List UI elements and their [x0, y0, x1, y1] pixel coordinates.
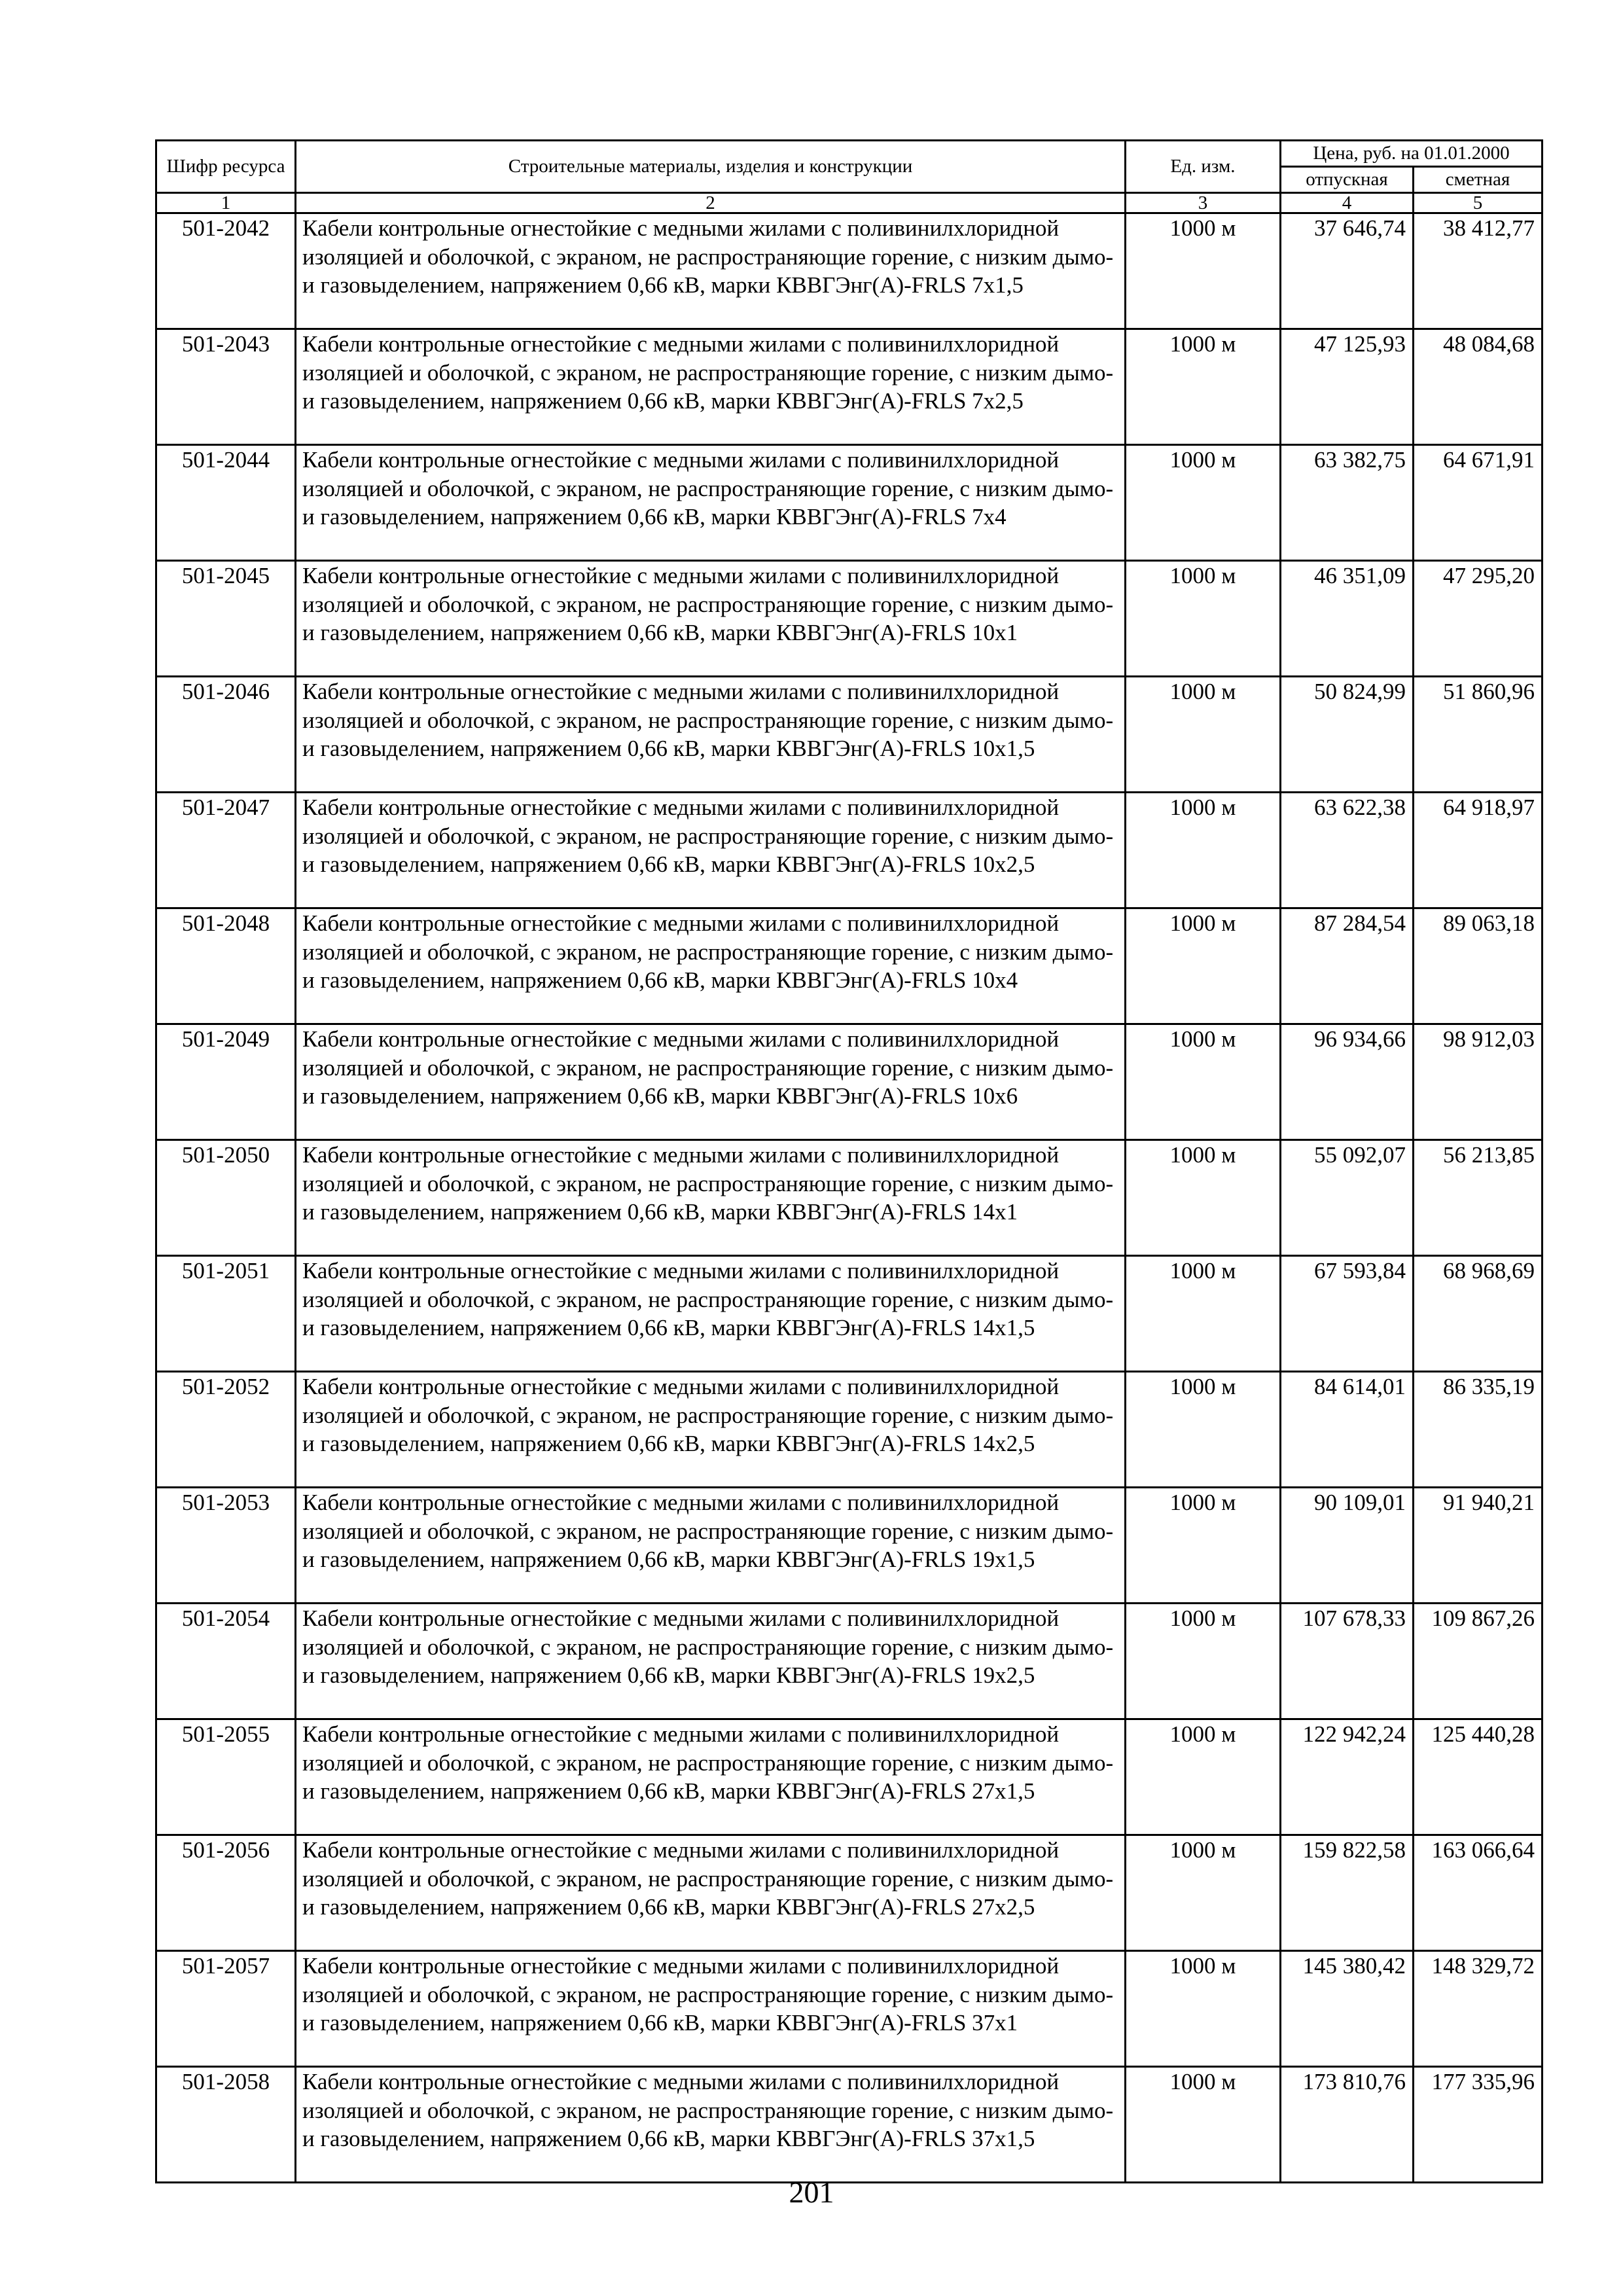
material-name-cell: Кабели контрольные огнестойкие с медными жилами с поливинилхлоридной изоляцией и оболочкой, с экраном, не распространяющие горение, с низким дымо- и газовыделением, напряжением 0,66 кВ, марки КВВГЭнг(А)-FRLS 7х2,5	[296, 329, 1126, 445]
release-price-cell: 55 092,07	[1281, 1140, 1414, 1256]
unit-cell: 1000 м	[1126, 793, 1281, 908]
material-name-cell: Кабели контрольные огнестойкие с медными жилами с поливинилхлоридной изоляцией и оболочкой, с экраном, не распространяющие горение, с низким дымо- и газовыделением, напряжением 0,66 кВ, марки КВВГЭнг(А)-FRLS 19х1,5	[296, 1488, 1126, 1604]
material-name-cell: Кабели контрольные огнестойкие с медными жилами с поливинилхлоридной изоляцией и оболочкой, с экраном, не распространяющие горение, с низким дымо- и газовыделением, напряжением 0,66 кВ, марки КВВГЭнг(А)-FRLS 14х1,5	[296, 1256, 1126, 1372]
material-name-cell: Кабели контрольные огнестойкие с медными жилами с поливинилхлоридной изоляцией и оболочкой, с экраном, не распространяющие горение, с низким дымо- и газовыделением, напряжением 0,66 кВ, марки КВВГЭнг(А)-FRLS 7х1,5	[296, 213, 1126, 329]
unit-cell: 1000 м	[1126, 1719, 1281, 1835]
material-name-cell: Кабели контрольные огнестойкие с медными жилами с поливинилхлоридной изоляцией и оболочкой, с экраном, не распространяющие горение, с низким дымо- и газовыделением, напряжением 0,66 кВ, марки КВВГЭнг(А)-FRLS 19х2,5	[296, 1604, 1126, 1719]
resource-code-cell: 501-2056	[156, 1835, 296, 1951]
unit-cell: 1000 м	[1126, 1835, 1281, 1951]
release-price-cell: 63 622,38	[1281, 793, 1414, 908]
table-row	[156, 329, 1543, 445]
unit-cell: 1000 м	[1126, 561, 1281, 677]
unit-cell: 1000 м	[1126, 2067, 1281, 2183]
table-row	[156, 1024, 1543, 1140]
estimate-price-cell: 148 329,72	[1414, 1951, 1543, 2067]
release-price-cell: 96 934,66	[1281, 1024, 1414, 1140]
table-row	[156, 1835, 1543, 1951]
resource-code-cell: 501-2050	[156, 1140, 296, 1256]
column-number: 4	[1281, 193, 1414, 213]
resource-code-cell: 501-2046	[156, 677, 296, 793]
material-name-cell: Кабели контрольные огнестойкие с медными жилами с поливинилхлоридной изоляцией и оболочкой, с экраном, не распространяющие горение, с низким дымо- и газовыделением, напряжением 0,66 кВ, марки КВВГЭнг(А)-FRLS 37х1,5	[296, 2067, 1126, 2183]
column-number: 1	[156, 193, 296, 213]
unit-cell: 1000 м	[1126, 1024, 1281, 1140]
release-price-cell: 50 824,99	[1281, 677, 1414, 793]
resource-code-cell: 501-2052	[156, 1372, 296, 1488]
estimate-price-cell: 98 912,03	[1414, 1024, 1543, 1140]
estimate-price-cell: 89 063,18	[1414, 908, 1543, 1024]
estimate-price-cell: 64 671,91	[1414, 445, 1543, 561]
resource-code-cell: 501-2057	[156, 1951, 296, 2067]
table-row	[156, 1604, 1543, 1719]
unit-cell: 1000 м	[1126, 1604, 1281, 1719]
table-row	[156, 793, 1543, 908]
table-row	[156, 1951, 1543, 2067]
unit-cell: 1000 м	[1126, 1140, 1281, 1256]
table-row	[156, 445, 1543, 561]
material-name-cell: Кабели контрольные огнестойкие с медными жилами с поливинилхлоридной изоляцией и оболочкой, с экраном, не распространяющие горение, с низким дымо- и газовыделением, напряжением 0,66 кВ, марки КВВГЭнг(А)-FRLS 10х4	[296, 908, 1126, 1024]
release-price-cell: 90 109,01	[1281, 1488, 1414, 1604]
header-name: Строительные материалы, изделия и конструкции	[296, 141, 1126, 193]
resource-code-cell: 501-2043	[156, 329, 296, 445]
estimate-price-cell: 51 860,96	[1414, 677, 1543, 793]
resource-code-cell: 501-2053	[156, 1488, 296, 1604]
resource-code-cell: 501-2048	[156, 908, 296, 1024]
column-number: 3	[1126, 193, 1281, 213]
material-name-cell: Кабели контрольные огнестойкие с медными жилами с поливинилхлоридной изоляцией и оболочкой, с экраном, не распространяющие горение, с низким дымо- и газовыделением, напряжением 0,66 кВ, марки КВВГЭнг(А)-FRLS 37х1	[296, 1951, 1126, 2067]
unit-cell: 1000 м	[1126, 329, 1281, 445]
release-price-cell: 87 284,54	[1281, 908, 1414, 1024]
table-row	[156, 561, 1543, 677]
header-row	[156, 141, 1543, 167]
estimate-price-cell: 163 066,64	[1414, 1835, 1543, 1951]
unit-cell: 1000 м	[1126, 1256, 1281, 1372]
page-number: 201	[789, 2176, 834, 2209]
header-price-release: отпускная	[1281, 167, 1414, 193]
material-name-cell: Кабели контрольные огнестойкие с медными жилами с поливинилхлоридной изоляцией и оболочкой, с экраном, не распространяющие горение, с низким дымо- и газовыделением, напряжением 0,66 кВ, марки КВВГЭнг(А)-FRLS 14х1	[296, 1140, 1126, 1256]
resource-code-cell: 501-2049	[156, 1024, 296, 1140]
release-price-cell: 173 810,76	[1281, 2067, 1414, 2183]
unit-cell: 1000 м	[1126, 213, 1281, 329]
table-row	[156, 1140, 1543, 1256]
release-price-cell: 46 351,09	[1281, 561, 1414, 677]
material-name-cell: Кабели контрольные огнестойкие с медными жилами с поливинилхлоридной изоляцией и оболочкой, с экраном, не распространяющие горение, с низким дымо- и газовыделением, напряжением 0,66 кВ, марки КВВГЭнг(А)-FRLS 7х4	[296, 445, 1126, 561]
estimate-price-cell: 38 412,77	[1414, 213, 1543, 329]
material-name-cell: Кабели контрольные огнестойкие с медными жилами с поливинилхлоридной изоляцией и оболочкой, с экраном, не распространяющие горение, с низким дымо- и газовыделением, напряжением 0,66 кВ, марки КВВГЭнг(А)-FRLS 10х6	[296, 1024, 1126, 1140]
estimate-price-cell: 56 213,85	[1414, 1140, 1543, 1256]
header-price-group: Цена, руб. на 01.01.2000	[1281, 141, 1543, 167]
unit-cell: 1000 м	[1126, 1372, 1281, 1488]
estimate-price-cell: 47 295,20	[1414, 561, 1543, 677]
release-price-cell: 37 646,74	[1281, 213, 1414, 329]
table-row	[156, 1256, 1543, 1372]
resource-code-cell: 501-2058	[156, 2067, 296, 2183]
estimate-price-cell: 125 440,28	[1414, 1719, 1543, 1835]
release-price-cell: 63 382,75	[1281, 445, 1414, 561]
resource-code-cell: 501-2047	[156, 793, 296, 908]
header-unit: Ед. изм.	[1126, 141, 1281, 193]
estimate-price-cell: 48 084,68	[1414, 329, 1543, 445]
table-row	[156, 1488, 1543, 1604]
unit-cell: 1000 м	[1126, 1951, 1281, 2067]
release-price-cell: 145 380,42	[1281, 1951, 1414, 2067]
release-price-cell: 47 125,93	[1281, 329, 1414, 445]
resource-code-cell: 501-2044	[156, 445, 296, 561]
release-price-cell: 67 593,84	[1281, 1256, 1414, 1372]
release-price-cell: 122 942,24	[1281, 1719, 1414, 1835]
resource-code-cell: 501-2042	[156, 213, 296, 329]
unit-cell: 1000 м	[1126, 445, 1281, 561]
table-header	[156, 141, 1543, 213]
table-row	[156, 908, 1543, 1024]
estimate-price-cell: 91 940,21	[1414, 1488, 1543, 1604]
unit-cell: 1000 м	[1126, 908, 1281, 1024]
material-name-cell: Кабели контрольные огнестойкие с медными жилами с поливинилхлоридной изоляцией и оболочкой, с экраном, не распространяющие горение, с низким дымо- и газовыделением, напряжением 0,66 кВ, марки КВВГЭнг(А)-FRLS 10х2,5	[296, 793, 1126, 908]
table-row	[156, 1719, 1543, 1835]
estimate-price-cell: 64 918,97	[1414, 793, 1543, 908]
column-number: 2	[296, 193, 1126, 213]
unit-cell: 1000 м	[1126, 677, 1281, 793]
resource-code-cell: 501-2055	[156, 1719, 296, 1835]
header-price-estimate: сметная	[1414, 167, 1543, 193]
release-price-cell: 107 678,33	[1281, 1604, 1414, 1719]
material-name-cell: Кабели контрольные огнестойкие с медными жилами с поливинилхлоридной изоляцией и оболочкой, с экраном, не распространяющие горение, с низким дымо- и газовыделением, напряжением 0,66 кВ, марки КВВГЭнг(А)-FRLS 10х1	[296, 561, 1126, 677]
material-name-cell: Кабели контрольные огнестойкие с медными жилами с поливинилхлоридной изоляцией и оболочкой, с экраном, не распространяющие горение, с низким дымо- и газовыделением, напряжением 0,66 кВ, марки КВВГЭнг(А)-FRLS 27х2,5	[296, 1835, 1126, 1951]
table-body	[156, 213, 1543, 2183]
table-row	[156, 213, 1543, 329]
price-table	[155, 139, 1543, 2183]
table-row	[156, 2067, 1543, 2183]
estimate-price-cell: 68 968,69	[1414, 1256, 1543, 1372]
release-price-cell: 84 614,01	[1281, 1372, 1414, 1488]
column-number: 5	[1414, 193, 1543, 213]
material-name-cell: Кабели контрольные огнестойкие с медными жилами с поливинилхлоридной изоляцией и оболочкой, с экраном, не распространяющие горение, с низким дымо- и газовыделением, напряжением 0,66 кВ, марки КВВГЭнг(А)-FRLS 27х1,5	[296, 1719, 1126, 1835]
estimate-price-cell: 86 335,19	[1414, 1372, 1543, 1488]
resource-code-cell: 501-2051	[156, 1256, 296, 1372]
material-name-cell: Кабели контрольные огнестойкие с медными жилами с поливинилхлоридной изоляцией и оболочкой, с экраном, не распространяющие горение, с низким дымо- и газовыделением, напряжением 0,66 кВ, марки КВВГЭнг(А)-FRLS 14х2,5	[296, 1372, 1126, 1488]
resource-code-cell: 501-2045	[156, 561, 296, 677]
column-number-row	[156, 193, 1543, 213]
table-row	[156, 677, 1543, 793]
resource-code-cell: 501-2054	[156, 1604, 296, 1719]
header-code: Шифр ресурса	[156, 141, 296, 193]
table-row	[156, 1372, 1543, 1488]
estimate-price-cell: 109 867,26	[1414, 1604, 1543, 1719]
estimate-price-cell: 177 335,96	[1414, 2067, 1543, 2183]
material-name-cell: Кабели контрольные огнестойкие с медными жилами с поливинилхлоридной изоляцией и оболочкой, с экраном, не распространяющие горение, с низким дымо- и газовыделением, напряжением 0,66 кВ, марки КВВГЭнг(А)-FRLS 10х1,5	[296, 677, 1126, 793]
release-price-cell: 159 822,58	[1281, 1835, 1414, 1951]
unit-cell: 1000 м	[1126, 1488, 1281, 1604]
